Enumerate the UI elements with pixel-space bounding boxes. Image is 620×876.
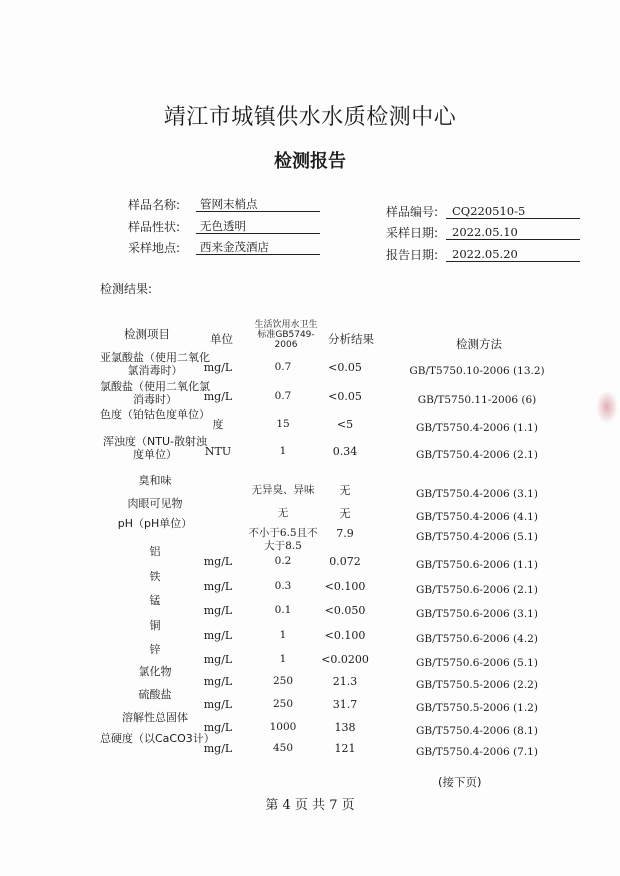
sampling-location-value: 西来金茂酒店 <box>200 240 269 254</box>
row-result: <0.05 <box>328 361 362 374</box>
document-title: 检测报告 <box>274 151 346 172</box>
row-item: 锰 <box>149 594 161 607</box>
sampling-date-value: 2022.05.10 <box>452 225 518 239</box>
row-standard: 0.7 <box>274 390 292 402</box>
row-method: GB/T5750.6-2006 (5.1) <box>416 657 538 669</box>
row-standard: 250 <box>272 675 294 687</box>
row-method: GB/T5750.10-2006 (13.2) <box>409 365 545 377</box>
row-method: GB/T5750.5-2006 (2.2) <box>416 679 538 691</box>
sample-id-value: CQ220510-5 <box>452 204 526 218</box>
row-item: 溶解性总固体 <box>122 711 188 724</box>
row-method: GB/T5750.6-2006 (1.1) <box>416 559 538 571</box>
sampling-date-underline <box>446 239 580 240</box>
page-number: 第 4 页 共 7 页 <box>265 798 355 813</box>
row-unit: mg/L <box>203 361 233 374</box>
row-unit: mg/L <box>203 555 233 568</box>
row-standard: 无异臭、异味 <box>251 484 315 496</box>
row-result: 0.072 <box>329 555 361 568</box>
row-result: 138 <box>334 721 356 734</box>
row-item: 硫酸盐 <box>138 688 172 701</box>
row-item: 铜 <box>149 619 161 632</box>
row-method: GB/T5750.6-2006 (3.1) <box>416 608 538 620</box>
continued-note: (接下页) <box>438 775 482 789</box>
row-method: GB/T5750.4-2006 (4.1) <box>416 511 538 523</box>
row-item: 色度（铂钴色度单位） <box>100 408 210 421</box>
row-standard: 不小于6.5且不大于8.5 <box>248 527 318 552</box>
row-item: 锌 <box>149 643 161 656</box>
header-standard: 生活饮用水卫生标准GB5749-2006 <box>254 320 318 350</box>
results-label: 检测结果: <box>100 282 153 296</box>
row-item: 亚氯酸盐（使用二氧化氯消毒时） <box>100 351 210 377</box>
row-standard: 0.7 <box>274 361 292 373</box>
row-standard: 250 <box>272 698 294 710</box>
sample-name-underline <box>196 211 320 212</box>
row-item: pH（pH单位） <box>117 517 193 530</box>
row-unit: mg/L <box>203 675 233 688</box>
row-unit: 度 <box>212 418 224 431</box>
row-result: 0.34 <box>332 445 358 458</box>
row-method: GB/T5750.6-2006 (4.2) <box>416 633 538 645</box>
row-result: 121 <box>334 742 356 755</box>
row-method: GB/T5750.4-2006 (5.1) <box>416 531 538 543</box>
row-unit: mg/L <box>203 629 233 642</box>
row-item: 浑浊度（NTU-散射浊度单位） <box>103 435 207 461</box>
sampling-location-underline <box>196 254 320 255</box>
row-unit: NTU <box>204 445 232 458</box>
row-unit: mg/L <box>203 742 233 755</box>
row-standard: 1 <box>279 653 287 665</box>
row-item: 总硬度（以CaCO3计） <box>100 732 215 745</box>
sample-property-label: 样品性状: <box>128 220 181 234</box>
report-date-underline <box>446 261 580 262</box>
row-item: 肉眼可见物 <box>127 497 183 510</box>
sampling-location-label: 采样地点: <box>128 241 181 255</box>
row-standard: 1 <box>279 629 287 641</box>
row-standard: 15 <box>276 418 290 430</box>
row-result: 无 <box>339 507 351 520</box>
row-item: 铝 <box>149 545 161 558</box>
row-unit: mg/L <box>203 653 233 666</box>
organization-name: 靖江市城镇供水水质检测中心 <box>163 105 457 130</box>
row-method: GB/T5750.4-2006 (2.1) <box>416 449 538 461</box>
row-standard: 0.3 <box>274 580 292 592</box>
report-date-label: 报告日期: <box>386 248 439 262</box>
row-standard: 1000 <box>269 721 297 733</box>
row-unit: mg/L <box>203 580 233 593</box>
row-unit: mg/L <box>203 721 233 734</box>
row-unit: mg/L <box>203 698 233 711</box>
row-method: GB/T5750.11-2006 (6) <box>417 394 537 406</box>
header-result: 分析结果 <box>328 332 374 346</box>
row-method: GB/T5750.6-2006 (2.1) <box>416 584 538 596</box>
edge-mark <box>596 390 618 424</box>
row-result: 7.9 <box>336 527 354 540</box>
row-result: <0.05 <box>328 390 362 403</box>
row-result: <0.050 <box>324 604 366 617</box>
report-date-value: 2022.05.20 <box>452 247 518 261</box>
row-standard: 0.2 <box>274 555 292 567</box>
header-unit: 单位 <box>210 332 233 346</box>
row-unit: mg/L <box>203 390 233 403</box>
row-result: <0.100 <box>324 629 366 642</box>
row-result: <0.100 <box>324 580 366 593</box>
header-item: 检测项目 <box>124 327 170 341</box>
row-method: GB/T5750.4-2006 (1.1) <box>416 422 538 434</box>
sample-id-label: 样品编号: <box>386 205 439 219</box>
sample-name-value: 管网末梢点 <box>200 197 258 211</box>
row-standard: 无 <box>277 507 289 519</box>
row-item: 氯化物 <box>138 665 172 678</box>
row-item: 臭和味 <box>138 474 172 487</box>
sample-property-value: 无色透明 <box>200 219 246 233</box>
row-standard: 0.1 <box>274 604 292 616</box>
row-method: GB/T5750.4-2006 (8.1) <box>416 725 538 737</box>
sampling-date-label: 采样日期: <box>386 226 439 240</box>
row-method: GB/T5750.4-2006 (3.1) <box>416 488 538 500</box>
row-standard: 450 <box>272 742 294 754</box>
row-result: <0.0200 <box>321 653 369 666</box>
sample-id-underline <box>446 218 580 219</box>
row-item: 氯酸盐（使用二氧化氯消毒时） <box>100 380 210 406</box>
sample-property-underline <box>196 233 320 234</box>
row-item: 铁 <box>149 570 161 583</box>
header-method: 检测方法 <box>456 337 502 351</box>
row-method: GB/T5750.4-2006 (7.1) <box>416 746 538 758</box>
row-standard: 1 <box>279 445 287 457</box>
sample-name-label: 样品名称: <box>128 198 181 212</box>
row-unit: mg/L <box>203 604 233 617</box>
row-result: 31.7 <box>332 698 358 711</box>
row-result: <5 <box>336 418 354 431</box>
row-result: 无 <box>339 484 351 497</box>
row-method: GB/T5750.5-2006 (1.2) <box>416 702 538 714</box>
row-result: 21.3 <box>332 675 358 688</box>
